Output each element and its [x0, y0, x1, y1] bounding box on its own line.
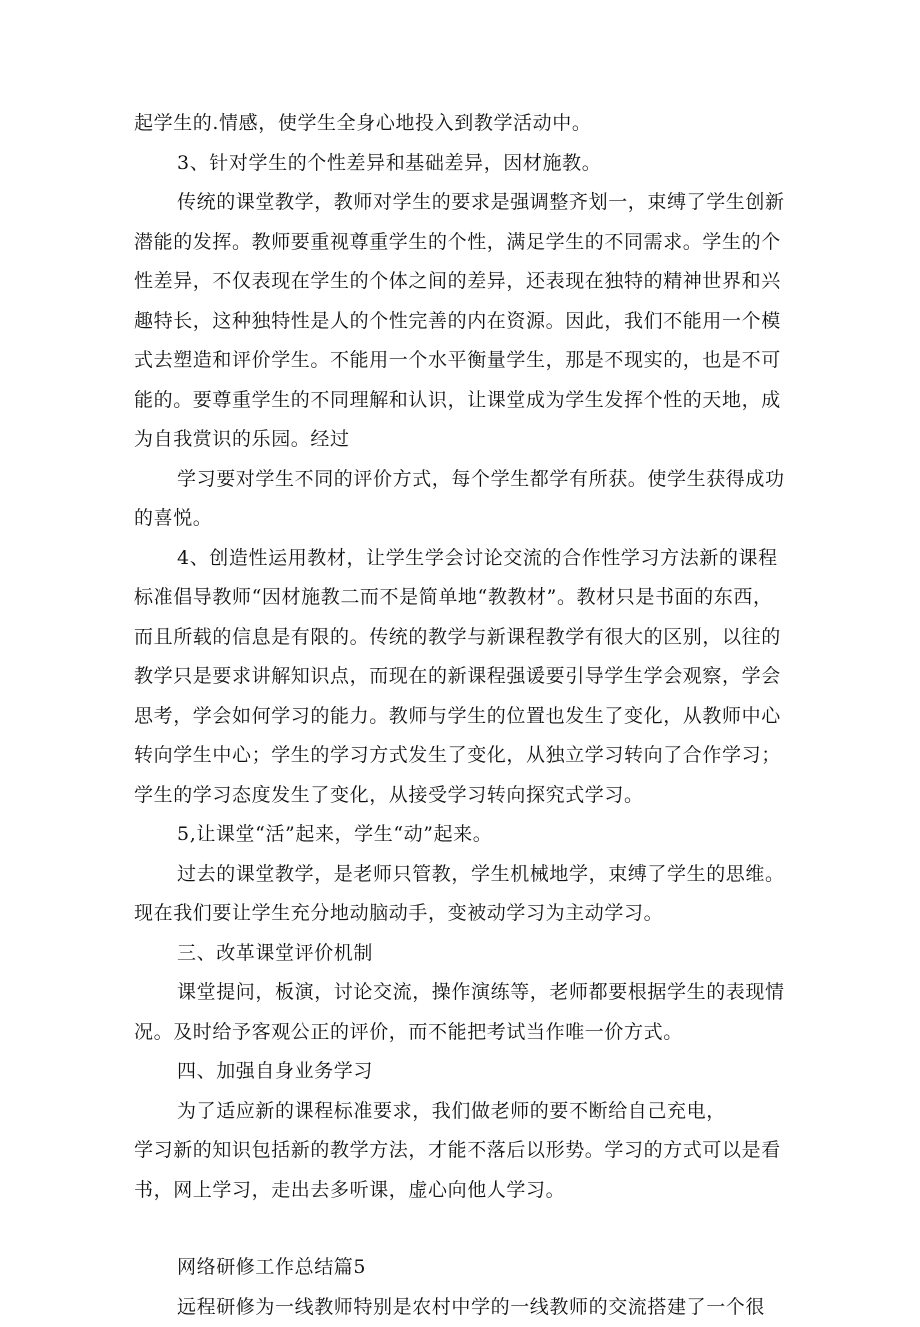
document-body: [134, 104, 794, 1327]
text-line: 4、创造性运用教材，让学生学会讨论交流的合作性学习方法新的课程: [134, 539, 794, 579]
text-line: 学习要对学生不同的评价方式，每个学生都学有所获。使学生获得成功: [134, 460, 794, 500]
text-line: 传统的课堂教学，教师对学生的要求是强调整齐划一，束缚了学生创新: [134, 183, 794, 223]
text-line: 起学生的.情感，使学生全身心地投入到教学活动中。: [134, 104, 794, 144]
text-line: 的喜悦。: [134, 499, 794, 539]
text-line: 性差异，不仅表现在学生的个体之间的差异，还表现在独特的精神世界和兴: [134, 262, 794, 302]
section-heading: 四、加强自身业务学习: [134, 1052, 794, 1092]
text-line: 课堂提问，板演，讨论交流，操作演练等，老师都要根据学生的表现情: [134, 973, 794, 1013]
text-line: 况。及时给予客观公正的评价，而不能把考试当作唯一价方式。: [134, 1013, 794, 1053]
text-line: 标准倡导教师“因材施教二而不是简单地“教教材”。教材只是书面的东西，: [134, 578, 794, 618]
text-line: 现在我们要让学生充分地动脑动手，变被动学习为主动学习。: [134, 894, 794, 934]
text-line: 为了适应新的课程标准要求，我们做老师的要不断给自己充电，: [134, 1092, 794, 1132]
text-line: 能的。要尊重学生的不同理解和认识，让课堂成为学生发挥个性的天地，成: [134, 381, 794, 421]
text-line: 潜能的发挥。教师要重视尊重学生的个性，满足学生的不同需求。学生的个: [134, 223, 794, 263]
text-line: 转向学生中心；学生的学习方式发生了变化，从独立学习转向了合作学习；: [134, 736, 794, 776]
spacer: [134, 1210, 794, 1248]
text-line: 远程研修为一线教师特别是农村中学的一线教师的交流搭建了一个很: [134, 1288, 794, 1327]
text-line: 过去的课堂教学，是老师只管教，学生机械地学，束缚了学生的思维。: [134, 855, 794, 895]
text-line: 书，网上学习，走出去多听课，虚心向他人学习。: [134, 1171, 794, 1211]
text-line: 思考，学会如何学习的能力。教师与学生的位置也发生了变化，从教师中心: [134, 697, 794, 737]
text-line: 趣特长，这种独特性是人的个性完善的内在资源。因此，我们不能用一个模: [134, 302, 794, 342]
section-title: 网络研修工作总结篇5: [134, 1248, 794, 1288]
text-line: 学习新的知识包括新的教学方法，才能不落后以形势。学习的方式可以是看: [134, 1131, 794, 1171]
text-line: 3、针对学生的个性差异和基础差异，因材施教。: [134, 144, 794, 184]
text-line: 式去塑造和评价学生。不能用一个水平衡量学生，那是不现实的，也是不可: [134, 341, 794, 381]
text-line: 教学只是要求讲解知识点，而现在的新课程强谖要引导学生学会观察，学会: [134, 657, 794, 697]
text-line: 而且所载的信息是有限的。传统的教学与新课程教学有很大的区别，以往的: [134, 618, 794, 658]
text-line: 为自我赏识的乐园。经过: [134, 420, 794, 460]
text-line: 学生的学习态度发生了变化，从接受学习转向探究式学习。: [134, 776, 794, 816]
text-line: 5,让课堂“活”起来，学生“动”起来。: [134, 815, 794, 855]
section-heading: 三、改革课堂评价机制: [134, 934, 794, 974]
